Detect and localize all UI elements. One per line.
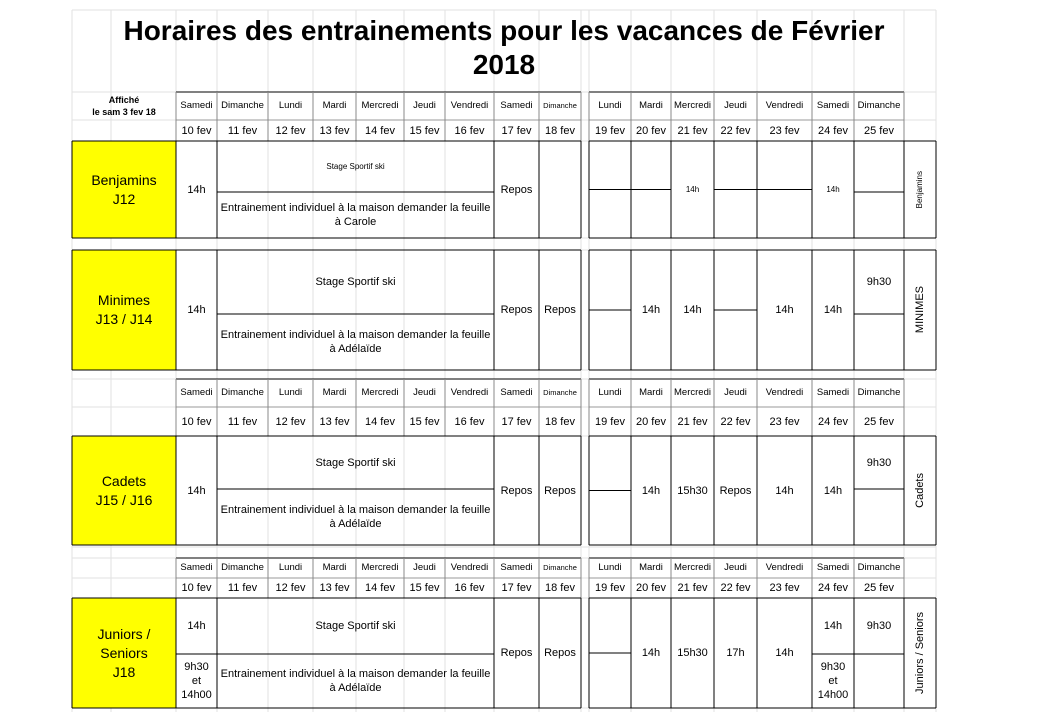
cell-text: 14h [823, 304, 843, 316]
side-label-text: Cadets [914, 473, 926, 508]
cell-text: Lundi [278, 100, 303, 111]
cell-text: Mardi [639, 100, 663, 111]
cell-text: 17h [726, 647, 745, 659]
title-line-1: Horaires des entrainements pour les vacances de Février [123, 15, 885, 46]
cell-text: 20 fev [636, 124, 666, 137]
cell-text: Repos [719, 484, 752, 497]
cell-text: Dimanche [543, 388, 577, 397]
cell-text: Jeudi [413, 100, 436, 111]
cell-text: Entrainement individuel à la maison demander la feuille à Carole [220, 202, 491, 228]
cell-text: 22 fev [720, 415, 751, 428]
cell-text: Minimes J13 / J14 [95, 292, 153, 327]
cell-text: 16 fev [454, 124, 485, 137]
cell-text: 9h30 et 14h00 [817, 661, 849, 701]
cell-text: 14h [187, 484, 206, 497]
cell-text: 14h [823, 484, 843, 497]
cell-text: Repos [500, 304, 533, 316]
cell-text: Dimanche [857, 100, 901, 111]
cell-text: Jeudi [413, 562, 436, 573]
cell-text: Samedi [180, 100, 213, 111]
cell-text: 13 fev [319, 582, 350, 594]
cell-text: 16 fev [454, 582, 485, 594]
cell-text: Mercredi [361, 100, 399, 111]
cell-text: 11 fev [227, 415, 258, 428]
cell-text: 15 fev [409, 124, 440, 137]
cell-text: Stage Sportif ski [315, 620, 396, 632]
cell-text: Samedi [180, 562, 213, 573]
cell-text: 14h [683, 304, 702, 316]
cell-text: 19 fev [595, 582, 625, 594]
cell-text: Stage Sportif ski [315, 276, 396, 288]
cell-text: 19 fev [595, 415, 625, 428]
cell-text: Vendredi [765, 562, 804, 573]
cell-text: 14 fev [365, 124, 395, 137]
cell-text: Stage Sportif ski [326, 161, 385, 171]
cell-text: 10 fev [181, 124, 212, 137]
cell-text: 13 fev [319, 124, 350, 137]
cell-text: 14h [823, 620, 843, 632]
side-label-text: Benjamins [915, 170, 924, 209]
cell-text: 14 fev [365, 582, 395, 594]
cell-text: Juniors / Seniors J18 [97, 625, 151, 680]
cell-text: 21 fev [677, 124, 708, 137]
cell-text: Mardi [639, 387, 663, 398]
cell-text: 19 fev [595, 124, 625, 137]
cell-text: 15 fev [409, 415, 440, 428]
cell-text: Mercredi [674, 387, 711, 398]
cell-text: 12 fev [275, 415, 306, 428]
cell-text: 9h30 [866, 456, 892, 469]
cell-text: 17 fev [501, 582, 532, 594]
cell-text: Vendredi [450, 387, 489, 398]
cell-text: Repos [500, 484, 533, 497]
cell-text: Mercredi [674, 562, 711, 573]
cell-text: 14h [641, 647, 661, 659]
cell-text: Vendredi [450, 100, 489, 111]
cell-text: 11 fev [227, 582, 258, 594]
cell-text: 20 fev [636, 415, 666, 428]
cell-text: Dimanche [857, 562, 901, 573]
side-label-text: Juniors / Seniors [914, 612, 926, 694]
cell-text: Dimanche [543, 101, 577, 110]
cell-text: 14h [187, 304, 206, 316]
cell-text: Repos [544, 304, 576, 316]
cell-text: Jeudi [724, 387, 747, 398]
cell-text: Samedi [816, 387, 850, 398]
cell-text: Entrainement individuel à la maison demander la feuille à Adélaïde [220, 504, 491, 530]
cell-text: Lundi [598, 100, 622, 111]
cell-text: 14h [187, 183, 206, 196]
cell-text: 14h [187, 620, 206, 632]
cell-text: 14h [826, 184, 840, 194]
cell-text: 14h [775, 484, 794, 497]
cell-text: Dimanche [221, 100, 264, 111]
cell-text: 25 fev [864, 124, 894, 137]
cell-text: 12 fev [275, 582, 306, 594]
cell-text: 22 fev [720, 582, 751, 594]
cell-text: Cadets J15 / J16 [95, 472, 153, 508]
cell-text: 9h30 [866, 276, 892, 288]
cell-text: 21 fev [677, 415, 708, 428]
title-line-2: 2018 [472, 49, 536, 80]
cell-text: 23 fev [769, 124, 800, 137]
cell-text: Dimanche [543, 563, 577, 572]
cell-text: 14h [775, 304, 794, 316]
cell-text: Samedi [816, 100, 850, 111]
cell-text: 24 fev [818, 415, 848, 428]
cell-text: 18 fev [545, 582, 575, 594]
cell-text: Dimanche [221, 562, 264, 573]
cell-text: 22 fev [720, 124, 751, 137]
cell-text: Samedi [180, 387, 213, 398]
cell-text: Repos [500, 647, 533, 659]
cell-text: Mardi [322, 562, 347, 573]
cell-text: 23 fev [769, 415, 800, 428]
cell-text: 12 fev [275, 124, 306, 137]
cell-text: Mercredi [361, 562, 399, 573]
cell-text: Samedi [500, 387, 533, 398]
cell-text: Lundi [278, 562, 303, 573]
cell-text: 16 fev [454, 415, 485, 428]
cell-text: Repos [544, 484, 576, 497]
cell-text: 18 fev [545, 415, 575, 428]
cell-text: Mercredi [674, 100, 711, 111]
cell-text: Mercredi [361, 387, 399, 398]
cell-text: Dimanche [221, 387, 264, 398]
cell-text: Lundi [278, 387, 303, 398]
cell-text: 17 fev [501, 415, 532, 428]
cell-text: Mardi [639, 562, 663, 573]
cell-text: Lundi [598, 387, 622, 398]
cell-text: Dimanche [857, 387, 901, 398]
cell-text: 10 fev [181, 582, 212, 594]
cell-text: 14h [775, 647, 794, 659]
cell-text: 23 fev [769, 582, 800, 594]
cell-text: Lundi [598, 562, 622, 573]
cell-text: 9h30 [866, 620, 892, 632]
cell-text: 25 fev [864, 415, 894, 428]
cell-text: Stage Sportif ski [315, 456, 396, 469]
cell-text: 15h30 [677, 647, 708, 659]
cell-text: Entrainement individuel à la maison demander la feuille à Adélaïde [220, 329, 491, 355]
cell-text: Benjamins J12 [91, 171, 157, 207]
cell-text: 14h [641, 304, 661, 316]
cell-text: 15 fev [409, 582, 440, 594]
cell-text: 21 fev [677, 582, 708, 594]
cell-text: Repos [500, 183, 533, 196]
cell-text: Mardi [322, 387, 347, 398]
cell-text: 14h [685, 184, 700, 194]
cell-text: 20 fev [636, 582, 666, 594]
cell-text: 9h30 et 14h00 [181, 661, 212, 701]
cell-text: Mardi [322, 100, 347, 111]
cell-text: 25 fev [864, 582, 894, 594]
cell-text: Jeudi [413, 387, 436, 398]
cell-text: 11 fev [227, 124, 258, 137]
cell-text: Jeudi [724, 100, 747, 111]
cell-text: Repos [544, 647, 576, 659]
cell-text: 18 fev [545, 124, 575, 137]
cell-text: 14 fev [365, 415, 395, 428]
cell-text: Entrainement individuel à la maison demander la feuille à Adélaïde [220, 668, 491, 694]
cell-text: Jeudi [724, 562, 747, 573]
side-label-text: MINIMES [914, 286, 926, 334]
cell-text: Samedi [816, 562, 850, 573]
cell-text: Vendredi [765, 100, 804, 111]
cell-text: 24 fev [818, 582, 848, 594]
cell-text: 10 fev [181, 415, 212, 428]
cell-text: 24 fev [818, 124, 848, 137]
cell-text: 15h30 [677, 484, 708, 497]
cell-text: 13 fev [319, 415, 350, 428]
cell-text: 17 fev [501, 124, 532, 137]
cell-text: Vendredi [765, 387, 804, 398]
cell-text: Vendredi [450, 562, 489, 573]
cell-text: Samedi [500, 100, 533, 111]
cell-text: 14h [641, 484, 661, 497]
cell-text: Affiché le sam 3 fev 18 [92, 95, 156, 117]
cell-text: Samedi [500, 562, 533, 573]
